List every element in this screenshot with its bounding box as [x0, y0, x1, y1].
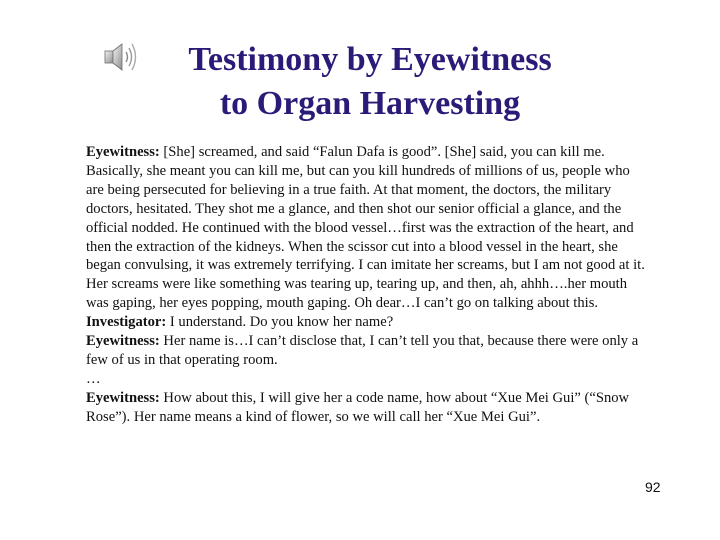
testimony-transcript — [86, 143, 646, 427]
page-number: 92 — [645, 479, 661, 495]
page-title — [110, 38, 630, 126]
paragraph-text: Her name is…I can’t disclose that, I can’t tell you that, because there were only a few of us in that operating room. — [86, 333, 639, 368]
transcript-paragraph — [86, 389, 646, 427]
title-line-2: to Organ Harvesting — [219, 85, 521, 122]
speaker-label: Eyewitness: — [86, 389, 160, 406]
transcript-paragraph — [86, 143, 646, 313]
transcript-paragraph — [86, 332, 646, 370]
transcript-paragraph — [86, 370, 646, 389]
speaker-label: Eyewitness: — [86, 144, 160, 160]
transcript-paragraph — [86, 313, 646, 332]
title-line-1: Testimony by Eyewitness — [188, 41, 552, 78]
paragraph-text: [She] screamed, and said “Falun Dafa is good”. [She] said, you can kill me. Basically, she meant you can kill me, but can you kill hundreds of millions of us, people who are being persecuted for believing in a true faith. At that moment, the doctors, the military doctors, hesitated. They shot me a glance, and then shot our senior official a glance, and the official nodded. He continued with the blood vessel…first was the extraction of the heart, and then the extraction of the kidneys. When the scissor cut into a blood vessel in the heart, she began convulsing, it was extremely terrifying. I can imitate her screams, but I am not good at it. Her screams were like something was tearing up, tearing up, and then, ah, ahhh….her mouth was gaping, her eyes popping, mouth gaping. Oh dear…I can’t go on talking about this. — [86, 144, 645, 312]
paragraph-text: I understand. Do you know her name? — [166, 314, 394, 331]
paragraph-text: How about this, I will give her a code name, how about “Xue Mei Gui” (“Snow Rose”). Her name means a kind of flower, so we will call her “Xue Mei Gui”. — [86, 389, 630, 425]
ellipsis-text: … — [86, 370, 101, 387]
speaker-label: Eyewitness: — [86, 333, 160, 350]
speaker-label: Investigator: — [86, 314, 167, 331]
